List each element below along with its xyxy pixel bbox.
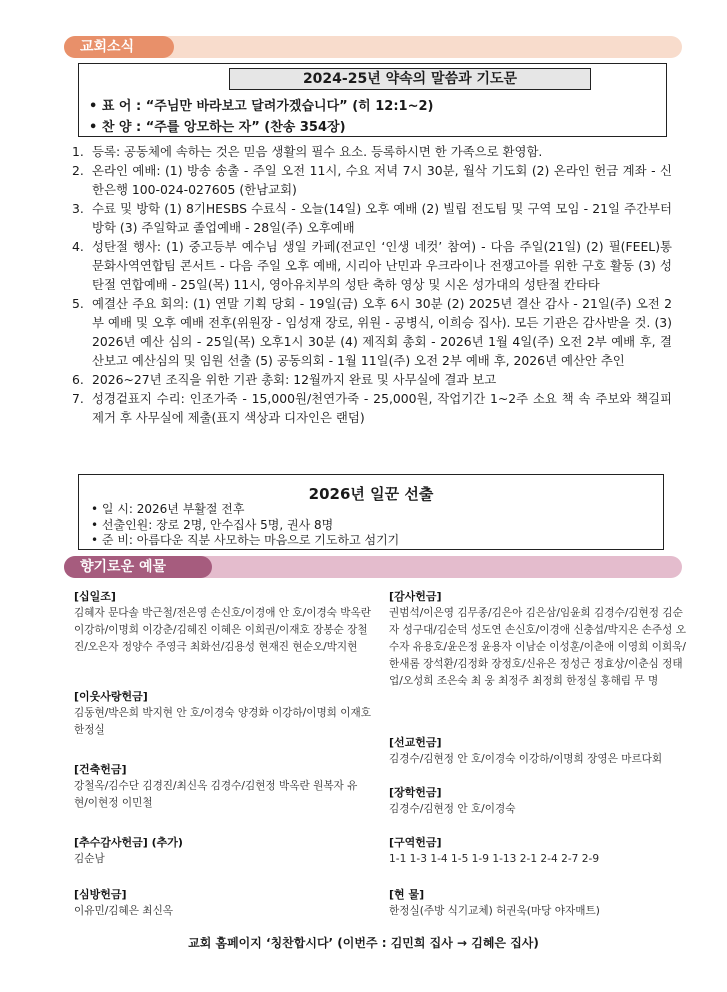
offering-visitation bbox=[74, 886, 374, 920]
offering-gratitude bbox=[389, 588, 689, 690]
offering-title: [심방헌금] bbox=[74, 888, 127, 901]
offering-title: [추수감사헌금] (추가) bbox=[74, 836, 183, 849]
election-box bbox=[78, 474, 664, 550]
election-details bbox=[91, 502, 399, 549]
offering-names: 권범석/이은영 김무종/김은아 김은삼/임윤희 김경수/김현정 김순자 성구대/김순덕 성도연 손신호/이경애 신충섭/박지은 손주성 오수자 유용호/윤은정 윤용자 이남순 이성훈/이춘애 이영희 이희욱/한새롬 장석환/김정화 장정호/신유은 정성근 정효상/이춘심 정태업/오성희 조은숙 최 웅 최정주 최정희 한정실 홍해림 무 명 bbox=[389, 607, 686, 687]
notice-item bbox=[72, 389, 672, 427]
notice-item bbox=[72, 161, 672, 199]
notice-number: 4. bbox=[72, 239, 84, 254]
footer-homepage-note: 교회 홈페이지 ‘칭찬합시다’ (이번주 : 김민희 집사 → 김혜은 집사) bbox=[188, 936, 539, 950]
offering-names: 한정실(주방 식기교체) 허권욱(마당 야자매트) bbox=[389, 905, 600, 917]
offering-names: 김동현/박은희 박지현 안 호/이경숙 양경화 이강하/이명희 이재호 한정실 bbox=[74, 707, 371, 736]
promise-box bbox=[78, 63, 667, 137]
offering-title: [선교헌금] bbox=[389, 736, 442, 749]
offering-names: 이유민/김혜은 최신옥 bbox=[74, 905, 174, 917]
offering-neighbor-love bbox=[74, 688, 374, 739]
promise-title: 2024-25년 약속의 말씀과 기도문 bbox=[229, 68, 591, 90]
offering-title: [현 물] bbox=[389, 888, 425, 901]
notice-item bbox=[72, 237, 672, 294]
offering-mission bbox=[389, 734, 689, 768]
section-header-offerings bbox=[64, 556, 682, 578]
offering-scholarship bbox=[389, 784, 689, 818]
notice-text: 등록: 공동체에 속하는 것은 믿음 생활의 필수 요소. 등록하시면 한 가족으로 환영함. bbox=[92, 144, 543, 159]
offering-names: 김순남 bbox=[74, 853, 105, 865]
notice-text: 수료 및 방학 (1) 8기HESBS 수료식 - 오늘(14일) 오후 예배 (2) 빌립 전도팀 및 구역 모임 - 21일 주간부터 방학 (3) 주일학교 졸업예배 - 28일(주) 오후예배 bbox=[92, 201, 672, 235]
notice-item bbox=[72, 142, 672, 161]
notice-text: 온라인 예배: (1) 방송 송출 - 주일 오전 11시, 수요 저녁 7시 30분, 월삭 기도회 (2) 온라인 헌금 계좌 - 신한은행 100-024-027605 (한남교회) bbox=[92, 163, 672, 197]
notice-item bbox=[72, 294, 672, 370]
notice-number: 7. bbox=[72, 391, 84, 406]
notice-text: 예결산 주요 회의: (1) 연말 기획 당회 - 19일(금) 오후 6시 30분 (2) 2025년 결산 감사 - 21일(주) 오전 2부 예배 및 오후 예배 전후(위원장 - 임성재 장로, 위원 - 공병식, 이희승 집사). 모든 기관은 감사받을 것. (3) 2026년 예산 심의 - 25일(목) 오후1시 30분 (4) 제직회 총회 - 2026년 1월 4일(주) 오전 2부 예배 후, 결산보고 예산심의 및 임원 선출 (5) 공동의회 - 1월 11일(주) 오전 2부 예배 후, 2026년 예산안 추인 bbox=[92, 296, 672, 368]
election-line: • 일 시: 2026년 부활절 전후 bbox=[91, 502, 399, 518]
notice-text: 성경겉표지 수리: 인조가죽 - 15,000원/천연가죽 - 25,000원, 작업기간 1~2주 소요 책 속 주보와 책길피 제거 후 사무실에 제출(표지 색상과 디자인은 랜덤) bbox=[92, 391, 672, 425]
notice-item bbox=[72, 370, 672, 389]
notice-text: 성탄절 행사: (1) 중고등부 예수님 생일 카페(전교인 ‘인생 네컷’ 참여) - 다음 주일(21일) (2) 필(FEEL)통 문화사역연합팀 콘서트 - 다음 주일 오후 예배, 시리아 난민과 우크라이나 전쟁고아를 위한 구호 활동 (3) 성탄절 연합예배 - 25일(목) 11시, 영아유치부의 성탄 축하 영상 및 시온 성가대의 성탄절 칸타타 bbox=[92, 239, 672, 292]
notice-list bbox=[72, 142, 672, 427]
offering-names: 1-1 1-3 1-4 1-5 1-9 1-13 2-1 2-4 2-7 2-9 bbox=[389, 853, 600, 865]
offering-names: 김경수/김현정 안 호/이경숙 bbox=[389, 803, 516, 815]
offering-title: [이웃사랑헌금] bbox=[74, 690, 148, 703]
section-header-church-news bbox=[64, 36, 682, 58]
offering-in-kind bbox=[389, 886, 689, 920]
promise-verse: • 표 어 : “주님만 바라보고 달려가겠습니다” (히 12:1~2) bbox=[89, 99, 434, 114]
notice-text: 2026~27년 조직을 위한 기관 총회: 12월까지 완료 및 사무실에 결과 보고 bbox=[92, 372, 497, 387]
offering-title: [감사헌금] bbox=[389, 590, 442, 603]
offering-title: [십일조] bbox=[74, 590, 116, 603]
election-title: 2026년 일꾼 선출 bbox=[308, 485, 434, 503]
offering-title: [장학헌금] bbox=[389, 786, 442, 799]
notice-number: 5. bbox=[72, 296, 84, 311]
offering-title: [건축헌금] bbox=[74, 763, 127, 776]
notice-number: 3. bbox=[72, 201, 84, 216]
offering-names: 김혜자 문다솔 박근철/전은영 손신호/이경애 안 호/이경숙 박옥란 이강하/이명희 이강춘/김혜진 이혜은 이희권/이재호 장봉순 장철진/오은자 정양수 주영극 최화선/김용성 현재진 현순오/박지현 bbox=[74, 607, 371, 653]
election-line: • 선출인원: 장로 2명, 안수집사 5명, 권사 8명 bbox=[91, 518, 399, 534]
offering-title: [구역헌금] bbox=[389, 836, 442, 849]
section-label: 향기로운 예물 bbox=[64, 556, 212, 578]
offering-thanksgiving bbox=[74, 834, 374, 868]
section-label: 교회소식 bbox=[64, 36, 174, 58]
offering-building bbox=[74, 761, 374, 812]
offering-tithe bbox=[74, 588, 374, 656]
promise-hymn: • 찬 양 : “주를 앙모하는 자” (찬송 354장) bbox=[89, 120, 346, 135]
notice-number: 6. bbox=[72, 372, 84, 387]
notice-number: 1. bbox=[72, 144, 84, 159]
offering-district bbox=[389, 834, 689, 868]
election-line: • 준 비: 아름다운 직분 사모하는 마음으로 기도하고 섬기기 bbox=[91, 533, 399, 549]
notice-item bbox=[72, 199, 672, 237]
offering-names: 강철옥/김수단 김경진/최신옥 김경수/김현정 박옥란 원복자 유 현/이현정 이민철 bbox=[74, 780, 358, 809]
notice-number: 2. bbox=[72, 163, 84, 178]
offering-names: 김경수/김현정 안 호/이경숙 이강하/이명희 장영은 마르다회 bbox=[389, 753, 663, 765]
